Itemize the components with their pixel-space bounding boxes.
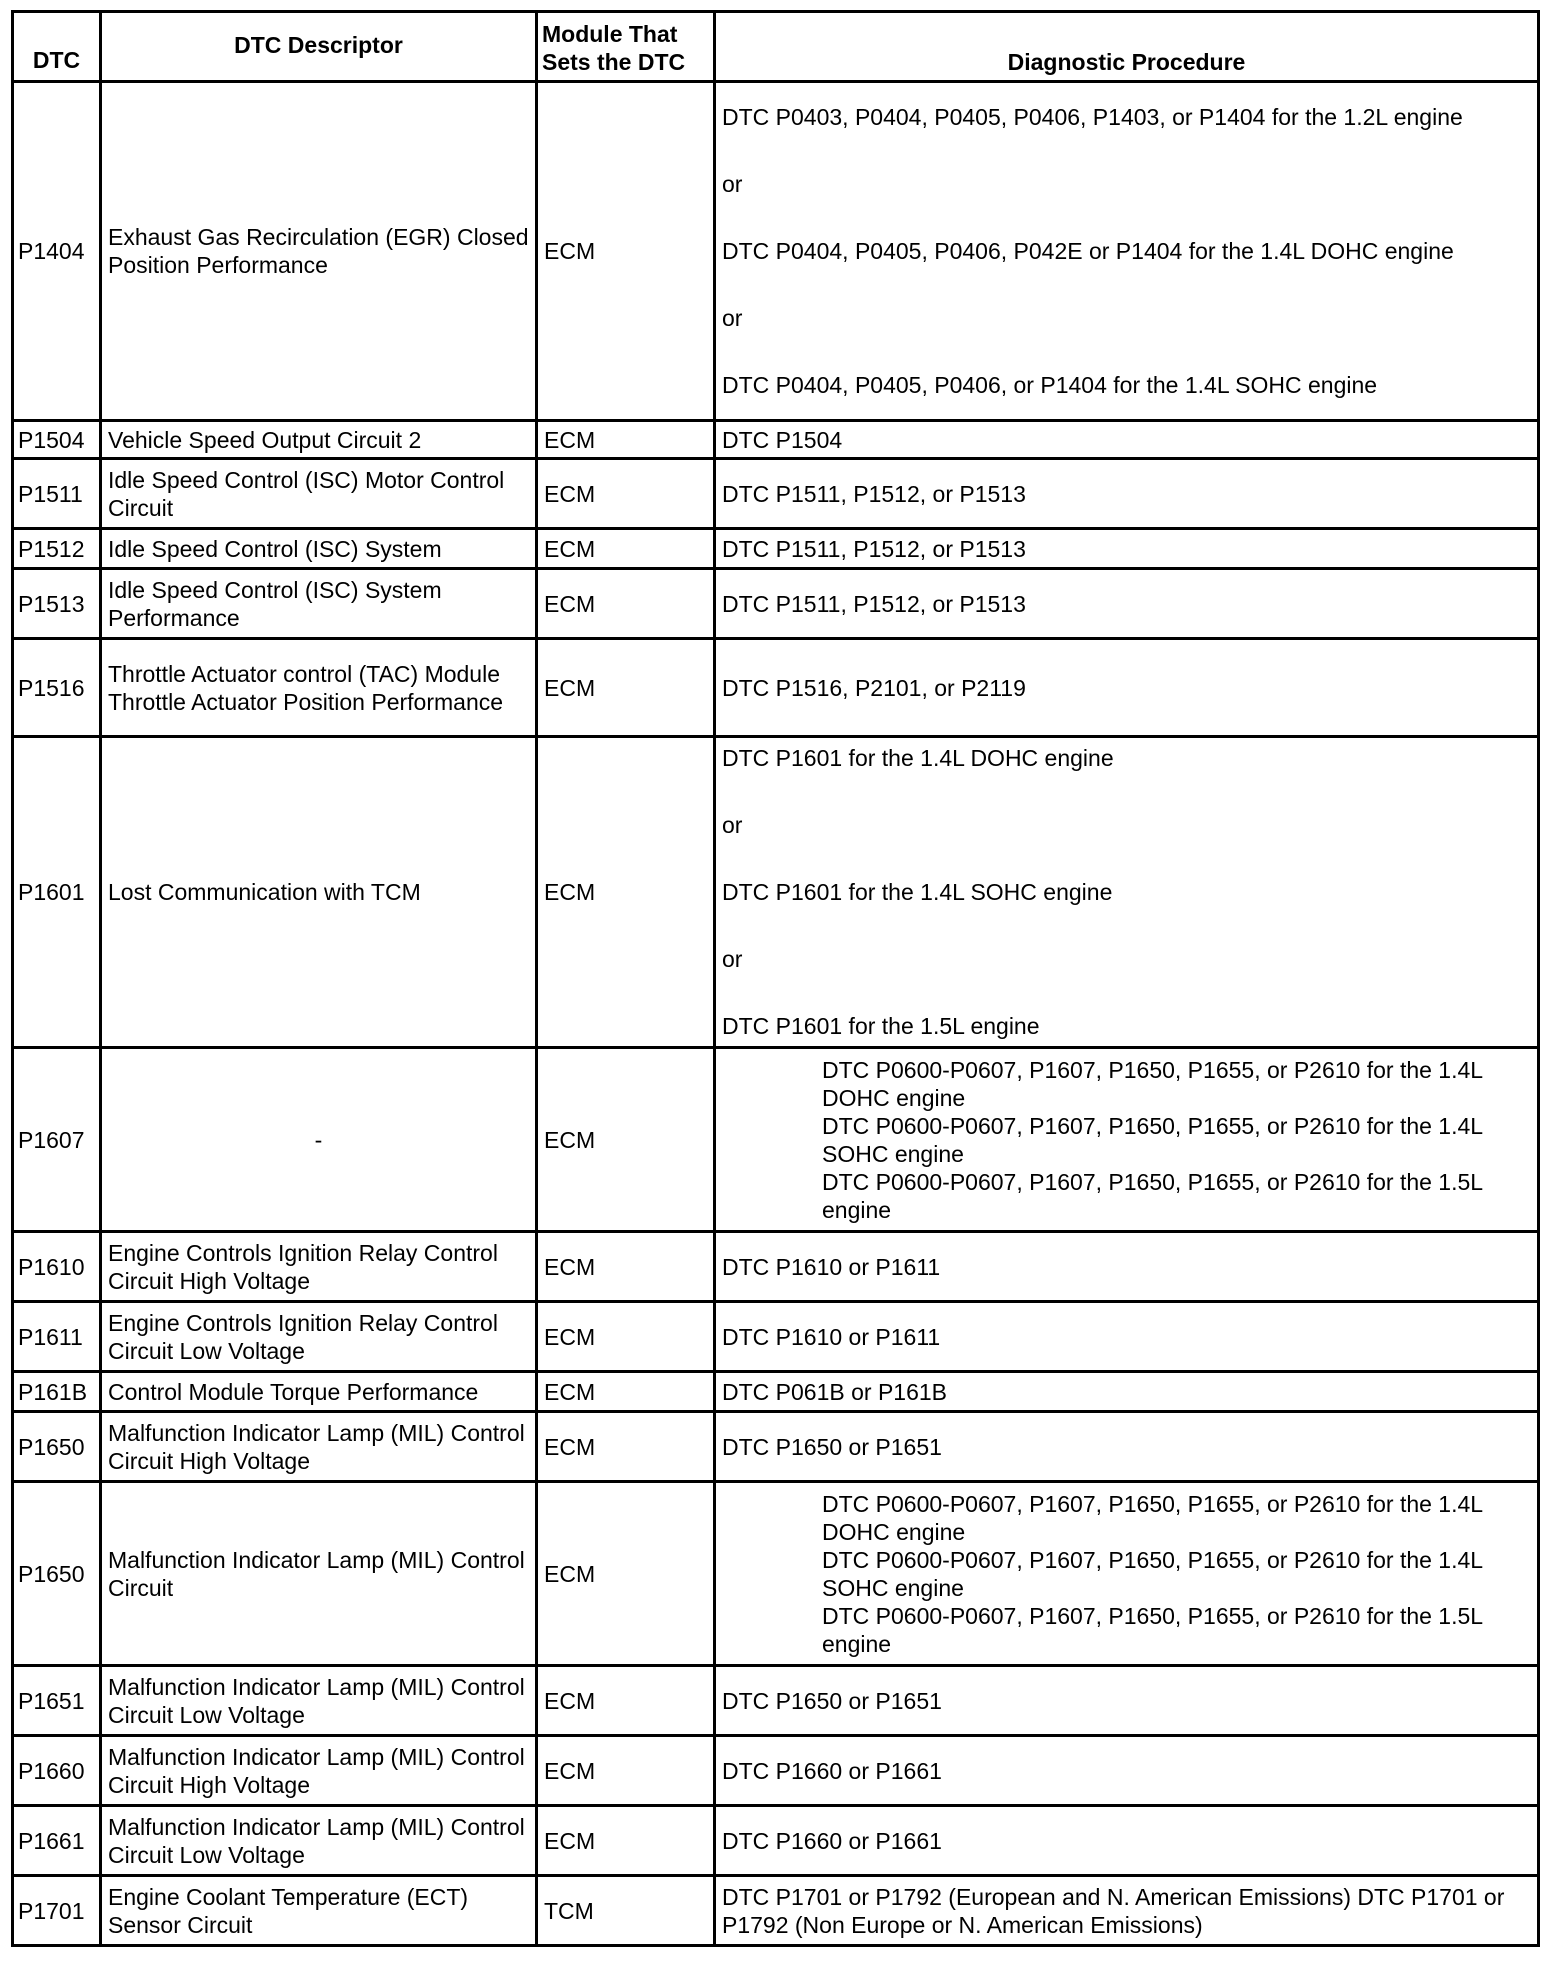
table-row: [13, 529, 1539, 569]
dtc-descriptor: Engine Coolant Temperature (ECT) Sensor Circuit: [101, 1876, 537, 1946]
procedure-line: or: [722, 946, 743, 972]
module-name: ECM: [537, 569, 715, 639]
dtc-code: P1660: [13, 1736, 101, 1806]
procedure-line: DTC P0600-P0607, P1607, P1650, P1655, or P2610 for the 1.5L engine: [822, 1168, 1483, 1223]
diagnostic-procedure: [715, 1232, 1539, 1302]
table-row: [13, 421, 1539, 459]
diagnostic-procedure: [715, 1048, 1539, 1232]
dtc-descriptor: Vehicle Speed Output Circuit 2: [101, 421, 537, 459]
module-name: ECM: [537, 737, 715, 1048]
module-name: ECM: [537, 529, 715, 569]
dtc-descriptor: Throttle Actuator control (TAC) Module Throttle Actuator Position Performance: [101, 639, 537, 737]
header-procedure: Diagnostic Procedure: [715, 12, 1539, 82]
header-row: [13, 12, 1539, 82]
dtc-code: P161B: [13, 1372, 101, 1412]
diagnostic-procedure: [715, 639, 1539, 737]
procedure-line: or: [722, 305, 743, 331]
diagnostic-procedure: [715, 569, 1539, 639]
procedure-line: DTC P0404, P0405, P0406, or P1404 for the 1.4L SOHC engine: [722, 372, 1378, 398]
dtc-code: P1650: [13, 1412, 101, 1482]
module-name: ECM: [537, 1482, 715, 1666]
diagnostic-procedure: [715, 82, 1539, 421]
procedure-line: DTC P1601 for the 1.5L engine: [722, 1013, 1040, 1039]
dtc-descriptor: Malfunction Indicator Lamp (MIL) Control Circuit High Voltage: [101, 1736, 537, 1806]
diagnostic-procedure: [715, 421, 1539, 459]
diagnostic-procedure: [715, 459, 1539, 529]
diagnostic-procedure: [715, 1876, 1539, 1946]
diagnostic-procedure: [715, 1666, 1539, 1736]
table-row: [13, 1806, 1539, 1876]
procedure-line: DTC P1610 or P1611: [722, 1323, 941, 1350]
diagnostic-procedure: [715, 529, 1539, 569]
dtc-descriptor: Control Module Torque Performance: [101, 1372, 537, 1412]
table-row: [13, 82, 1539, 421]
dtc-code: P1661: [13, 1806, 101, 1876]
header-dtc: DTC: [13, 12, 101, 82]
module-name: ECM: [537, 1232, 715, 1302]
dtc-code: P1512: [13, 529, 101, 569]
table-row: [13, 1482, 1539, 1666]
module-name: ECM: [537, 1302, 715, 1372]
procedure-line: DTC P0404, P0405, P0406, P042E or P1404 for the 1.4L DOHC engine: [722, 238, 1454, 264]
dtc-descriptor: Engine Controls Ignition Relay Control Circuit Low Voltage: [101, 1302, 537, 1372]
dtc-descriptor: Malfunction Indicator Lamp (MIL) Control Circuit Low Voltage: [101, 1666, 537, 1736]
dtc-code: P1611: [13, 1302, 101, 1372]
procedure-line: DTC P1511, P1512, or P1513: [722, 535, 1026, 562]
module-name: ECM: [537, 639, 715, 737]
procedure-line: DTC P0600-P0607, P1607, P1650, P1655, or P2610 for the 1.4L SOHC engine: [822, 1112, 1483, 1167]
table-row: [13, 459, 1539, 529]
table-row: [13, 1876, 1539, 1946]
module-name: ECM: [537, 1666, 715, 1736]
dtc-code: P1651: [13, 1666, 101, 1736]
procedure-line: or: [722, 812, 743, 838]
table-row: [13, 1232, 1539, 1302]
module-name: ECM: [537, 1048, 715, 1232]
dtc-descriptor: Malfunction Indicator Lamp (MIL) Control Circuit: [101, 1482, 537, 1666]
table-row: [13, 1666, 1539, 1736]
procedure-line: DTC P0600-P0607, P1607, P1650, P1655, or P2610 for the 1.4L DOHC engine: [822, 1490, 1483, 1545]
diagnostic-procedure: [715, 1736, 1539, 1806]
module-name: ECM: [537, 1806, 715, 1876]
table-row: [13, 737, 1539, 1048]
procedure-line: DTC P0403, P0404, P0405, P0406, P1403, or P1404 for the 1.2L engine: [722, 104, 1463, 130]
procedure-line: DTC P1701 or P1792 (European and N. American Emissions) DTC P1701 or P1792 (Non Europe or N. American Emissions): [722, 1883, 1505, 1938]
diagnostic-procedure: [715, 1482, 1539, 1666]
table-row: [13, 1412, 1539, 1482]
procedure-line: DTC P1650 or P1651: [722, 1687, 942, 1714]
table-row: [13, 1048, 1539, 1232]
dtc-code: P1404: [13, 82, 101, 421]
diagnostic-procedure: [715, 1806, 1539, 1876]
module-name: ECM: [537, 421, 715, 459]
procedure-line: DTC P1601 for the 1.4L DOHC engine: [722, 745, 1114, 771]
header-descriptor: DTC Descriptor: [101, 12, 537, 82]
table-row: [13, 569, 1539, 639]
procedure-line: DTC P1504: [722, 426, 843, 453]
dtc-code: P1516: [13, 639, 101, 737]
module-name: ECM: [537, 459, 715, 529]
diagnostic-procedure: [715, 737, 1539, 1048]
dtc-code: P1601: [13, 737, 101, 1048]
table-row: [13, 1372, 1539, 1412]
dtc-descriptor: Malfunction Indicator Lamp (MIL) Control Circuit Low Voltage: [101, 1806, 537, 1876]
procedure-line: DTC P1650 or P1651: [722, 1433, 942, 1460]
module-name: ECM: [537, 1736, 715, 1806]
procedure-line: DTC P1516, P2101, or P2119: [722, 674, 1026, 701]
diagnostic-procedure: [715, 1372, 1539, 1412]
procedure-line: DTC P0600-P0607, P1607, P1650, P1655, or P2610 for the 1.4L SOHC engine: [822, 1546, 1483, 1601]
procedure-line: DTC P1660 or P1661: [722, 1757, 942, 1784]
dtc-code: P1607: [13, 1048, 101, 1232]
diagnostic-procedure: [715, 1302, 1539, 1372]
module-name: ECM: [537, 1412, 715, 1482]
module-name: ECM: [537, 82, 715, 421]
procedure-line: DTC P1601 for the 1.4L SOHC engine: [722, 879, 1113, 905]
dtc-descriptor: Idle Speed Control (ISC) System: [101, 529, 537, 569]
dtc-code: P1511: [13, 459, 101, 529]
dtc-descriptor: -: [101, 1048, 537, 1232]
dtc-descriptor: Exhaust Gas Recirculation (EGR) Closed Position Performance: [101, 82, 537, 421]
dtc-descriptor: Engine Controls Ignition Relay Control Circuit High Voltage: [101, 1232, 537, 1302]
table-row: [13, 1302, 1539, 1372]
procedure-line: DTC P061B or P161B: [722, 1378, 948, 1405]
dtc-code: P1650: [13, 1482, 101, 1666]
module-name: TCM: [537, 1876, 715, 1946]
dtc-descriptor: Idle Speed Control (ISC) System Performance: [101, 569, 537, 639]
procedure-line: DTC P1511, P1512, or P1513: [722, 590, 1026, 617]
table-row: [13, 1736, 1539, 1806]
dtc-descriptor: Malfunction Indicator Lamp (MIL) Control Circuit High Voltage: [101, 1412, 537, 1482]
table-row: [13, 639, 1539, 737]
dtc-code: P1701: [13, 1876, 101, 1946]
procedure-line: DTC P1660 or P1661: [722, 1827, 942, 1854]
dtc-descriptor: Lost Communication with TCM: [101, 737, 537, 1048]
dtc-descriptor: Idle Speed Control (ISC) Motor Control Circuit: [101, 459, 537, 529]
header-module: Module That Sets the DTC: [537, 12, 715, 82]
diagnostic-procedure: [715, 1412, 1539, 1482]
dtc-code: P1513: [13, 569, 101, 639]
procedure-line: DTC P0600-P0607, P1607, P1650, P1655, or P2610 for the 1.4L DOHC engine: [822, 1056, 1483, 1111]
procedure-line: DTC P1511, P1512, or P1513: [722, 480, 1026, 507]
procedure-line: DTC P1610 or P1611: [722, 1253, 941, 1280]
dtc-code: P1504: [13, 421, 101, 459]
dtc-code: P1610: [13, 1232, 101, 1302]
module-name: ECM: [537, 1372, 715, 1412]
procedure-line: or: [722, 171, 743, 197]
procedure-line: DTC P0600-P0607, P1607, P1650, P1655, or P2610 for the 1.5L engine: [822, 1602, 1483, 1657]
dtc-table: [11, 10, 1540, 1947]
